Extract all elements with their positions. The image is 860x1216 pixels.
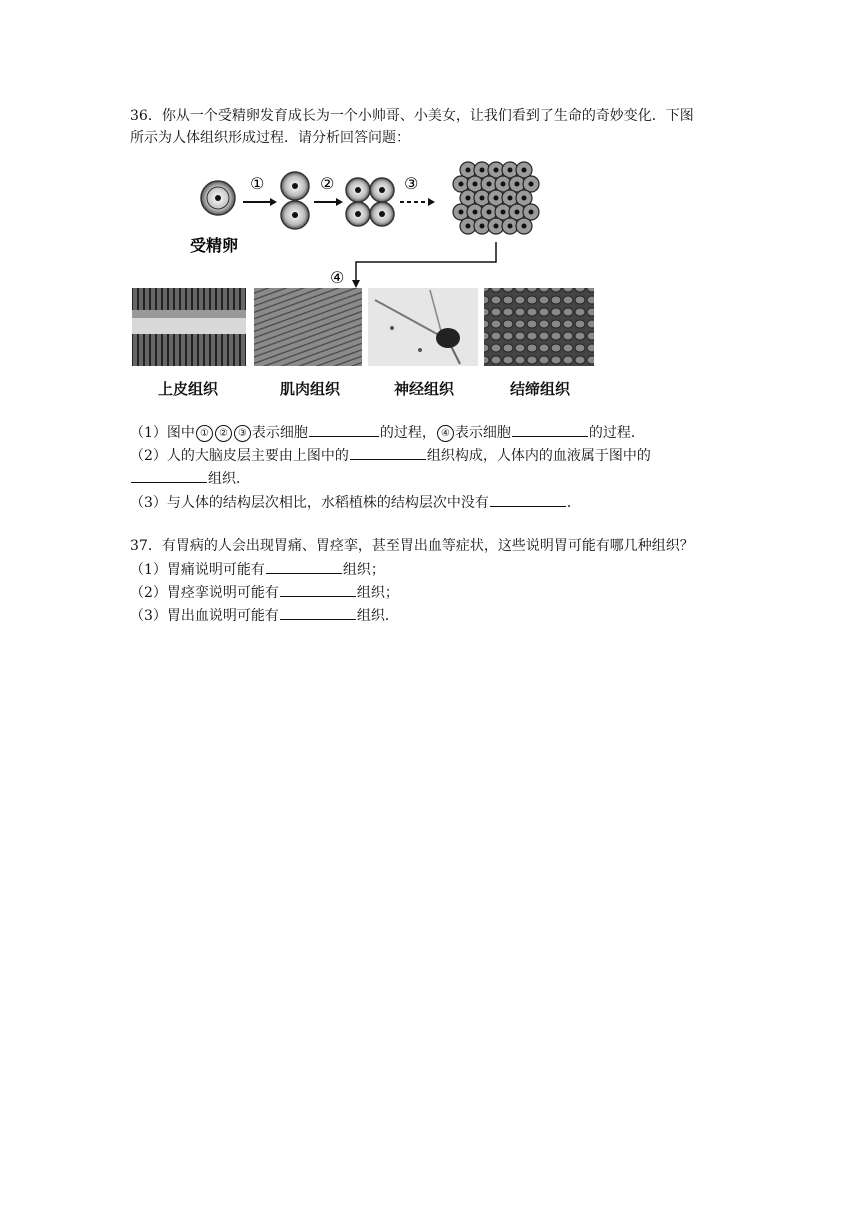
step2-label: ② (320, 174, 335, 193)
cell-cluster (453, 162, 539, 234)
zygote-cell (201, 181, 235, 215)
four-cell-stage (346, 178, 394, 226)
answer-blank[interactable] (309, 422, 379, 437)
answer-blank[interactable] (280, 582, 356, 597)
answer-blank[interactable] (512, 422, 588, 437)
tissue-label-muscle: 肌肉组织 (279, 380, 340, 398)
q36-sub2-line1: （2）人的大脑皮层主要由上图中的 组织构成，人体内的血液属于图中的 (130, 445, 651, 466)
tissue-label-epithelial: 上皮组织 (157, 380, 218, 398)
q37-sub3: （3）胃出血说明可能有 组织． (130, 605, 399, 626)
q37-sub2: （2）胃痉挛说明可能有 组织； (130, 582, 399, 603)
answer-blank[interactable] (280, 605, 356, 620)
answer-blank[interactable] (266, 559, 342, 574)
tissue-label-nerve: 神经组织 (393, 380, 454, 398)
q36-intro-line1: 36．你从一个受精卵发育成长为一个小帅哥、小美女，让我们看到了生命的奇妙变化．下图 (130, 108, 694, 124)
answer-blank[interactable] (131, 468, 207, 483)
answer-blank[interactable] (490, 492, 566, 507)
circled-4: ④ (437, 425, 454, 442)
circled-1: ① (196, 425, 213, 442)
q37-intro: 37．有胃病的人会出现胃痛、胃痉挛，甚至胃出血等症状，这些说明胃可能有哪几种组织？ (130, 538, 694, 554)
circled-2: ② (215, 425, 232, 442)
zygote-label: 受精卵 (190, 236, 239, 255)
q36-sub3: （3）与人体的结构层次相比，水稻植株的结构层次中没有 ． (130, 492, 581, 513)
epithelial-tissue-image (132, 288, 246, 366)
q37-sub1: （1）胃痛说明可能有 组织； (130, 559, 385, 580)
q36-sub1: （1）图中 ① ② ③ 表示细胞 的过程， ④ 表示细胞 的过程． (130, 422, 645, 443)
q36-intro-line2: 所示为人体组织形成过程．请分析回答问题： (130, 130, 410, 146)
two-cell-stage (281, 172, 309, 229)
step4-label: ④ (330, 268, 345, 287)
tissue-label-connective: 结缔组织 (509, 380, 570, 398)
nerve-tissue-image (368, 288, 478, 366)
figure-diagram (130, 150, 600, 410)
connective-tissue-image (484, 288, 594, 366)
step3-label: ③ (404, 174, 419, 193)
muscle-tissue-image (254, 288, 362, 366)
q36-sub2-line2: 组织． (130, 468, 250, 489)
step1-label: ① (250, 174, 265, 193)
tissue-formation-figure (130, 150, 600, 410)
circled-3: ③ (234, 425, 251, 442)
answer-blank[interactable] (350, 445, 426, 460)
